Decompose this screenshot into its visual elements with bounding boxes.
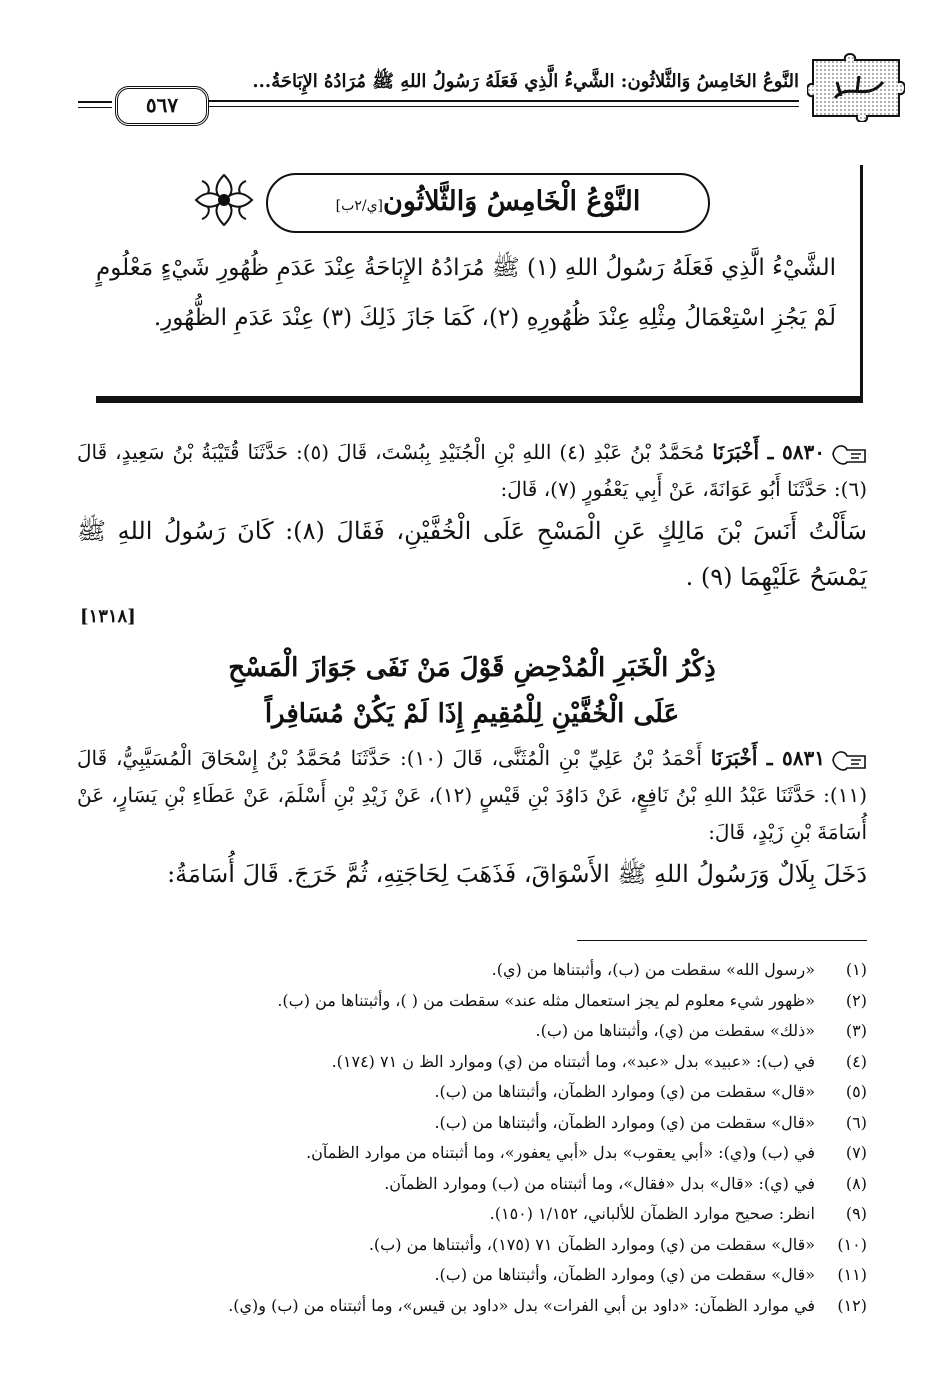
chapter-bottom-rule — [96, 396, 863, 403]
puzzle-logo-icon — [807, 52, 905, 122]
footnote-number: (١٢) — [837, 1295, 867, 1315]
header-rule-left — [78, 101, 112, 103]
footnote — [67, 1199, 867, 1230]
footnote-text: في (ي): «قال» بدل «فقال»، وما أثبتناه من (ب) وموارد الظمآن. — [384, 1173, 815, 1193]
hadith-matn: سَأَلْتُ أَنَسَ بْنَ مَالِكٍ عَنِ الْمَسْحِ عَلَى الْخُفَّيْنِ، فَقَالَ (٨): كَانَ رَسُولُ اللهِ ﷺ يَمْسَحُ عَلَيْهِمَا (٩) . — [77, 517, 868, 591]
hadith-5830 — [77, 434, 867, 600]
hadith-isnad — [77, 440, 867, 501]
footnote-text: «قال» سقطت من (ي) وموارد الظمآن ٧١ (١٧٥)، وأثبتناها من (ب). — [368, 1234, 815, 1254]
footnote-text: «رسول الله» سقطت من (ب)، وأثبتناها من (ي). — [491, 960, 815, 979]
page-number: ٥٦٧ — [115, 86, 209, 126]
footnote — [67, 1108, 867, 1139]
footnote-text: في موارد الظمآن: «داود بن أبي الفرات» بدل «داود بن قيس»، وما أثبتناه من (ب) و(ي). — [228, 1295, 815, 1315]
section-heading — [77, 645, 867, 737]
footnote-number: (٦) — [845, 1112, 867, 1132]
footnote-number: (٤) — [845, 1051, 867, 1071]
footnote-number: (٥) — [845, 1082, 867, 1101]
footnote — [67, 1077, 867, 1108]
hadith-matn: دَخَلَ بِلَالٌ وَرَسُولُ اللهِ ﷺ الأَسْوَاقَ، فَذَهَبَ لِحَاجَتِهِ، ثُمَّ خَرَجَ. قَالَ أُسَامَةُ: — [167, 860, 867, 888]
footnote-number: (١) — [845, 960, 867, 979]
chapter-text: الشَّيْءُ الَّذِي فَعَلَهُ رَسُولُ اللهِ (١) ﷺ مُرَادُهُ الإِبَاحَةُ عِنْدَ عَدَمِ ظُهُورِ شَيْءٍ مَعْلُومٍ لَمْ يَجُزِ اسْتِعْمَالُ مِثْلِهِ عِنْدَ ظُهُورِهِ (٢)، كَمَا جَازَ ذَلِكَ (٣) عِنْدَ عَدَمِ الظُّهُورِ. — [96, 255, 836, 331]
footnote — [67, 1169, 867, 1200]
header-rule-left-thin — [78, 107, 112, 108]
hadith-isnad-text: أَحْمَدُ بْنُ عَلِيِّ بْنِ الْمُثَنَّى، قَالَ (١٠): حَدَّثَنَا مُحَمَّدُ بْنُ إِسْحَاقَ الْمُسَيَّبِيُّ، قَالَ (١١): حَدَّثَنَا عَبْدُ اللهِ بْنُ نَافِعٍ، عَنْ دَاوُدَ بْنِ قَيْسٍ (١٢)، عَنْ زَيْدِ بْنِ أَسْلَمَ، عَنْ عَطَاءِ بْنِ يَسَارٍ، عَنْ أُسَامَةَ بْنِ زَيْدٍ، قَالَ: — [77, 746, 867, 844]
footnote — [67, 1291, 867, 1322]
running-header-title: النَّوعُ الخَامِسُ وَالثَّلاثُون: الشَّيءُ الَّذِي فَعَلَهُ رَسُولُ اللهِ ﷺ مُرَادُهُ الإِبَاحَةُ... — [252, 71, 799, 92]
footnote — [67, 1260, 867, 1291]
footnote-rule — [577, 940, 867, 941]
floral-ornament-icon — [188, 169, 260, 231]
hadith-marker-icon — [831, 440, 867, 468]
footnote-number: (٨) — [845, 1173, 867, 1193]
footnote — [67, 986, 867, 1017]
footnote-text: انظر: صحيح موارد الظمآن للألباني، ١/١٥٢ (١٥٠). — [489, 1204, 815, 1223]
footnote-text: «ظهور شيء معلوم لم يجز استعمال مثله عند» سقطت من ( )، وأثبتناها من (ب). — [277, 990, 815, 1010]
footnote-number: (١٠) — [837, 1234, 867, 1254]
footnote-text: «قال» سقطت من (ي) وموارد الظمآن، وأثبتناها من (ب). — [434, 1082, 815, 1101]
chapter-box — [84, 165, 863, 402]
hadith-reference: [١٣١٨] — [80, 606, 136, 627]
footnote — [67, 955, 867, 986]
footnote-number: (٩) — [845, 1204, 867, 1223]
running-header — [0, 40, 949, 130]
hadith-5831 — [77, 740, 867, 897]
section-heading-line: ذِكْرُ الْخَبَرِ الْمُدْحِضِ قَوْلَ مَنْ نَفَى جَوَازَ الْمَسْحِ — [228, 653, 716, 683]
footnote-text: في (ب) و(ي): «أبي يعقوب» بدل «أبي يعفور»، وما أثبتناه من موارد الظمآن. — [306, 1143, 815, 1162]
footnote — [67, 1138, 867, 1169]
hadith-number: ٥٨٣٠ ـ أَخْبَرَنَا — [712, 440, 825, 464]
footnote — [67, 1016, 867, 1047]
footnote — [67, 1230, 867, 1261]
footnote-number: (٧) — [845, 1143, 867, 1162]
footnote-number: (٣) — [845, 1021, 867, 1040]
header-rule-thin — [149, 106, 799, 107]
footnote-text: «قال» سقطت من (ي) وموارد الظمآن، وأثبتناها من (ب). — [434, 1112, 815, 1132]
hadith-number: ٥٨٣١ ـ أَخْبَرَنَا — [710, 746, 826, 770]
footnote-text: «ذلك» سقطت من (ي)، وأثبتناها من (ب). — [535, 1021, 815, 1040]
chapter-title-ref: [ي/٢ب] — [335, 198, 383, 214]
footnote-text: «قال» سقطت من (ي) وموارد الظمآن، وأثبتناها من (ب). — [434, 1265, 815, 1284]
header-rule — [149, 100, 799, 102]
hadith-isnad — [77, 746, 867, 844]
chapter-title — [266, 173, 710, 233]
footnote-number: (٢) — [845, 990, 867, 1010]
section-heading-line: عَلَى الْخُفَّيْنِ لِلْمُقِيمِ إِذَا لَمْ يَكُنْ مُسَافِراً — [264, 699, 680, 729]
chapter-title-text: النَّوْعُ الْخَامِسُ وَالثَّلاثُون — [383, 186, 641, 217]
hadith-isnad-text: مُحَمَّدُ بْنُ عَبْدِ (٤) اللهِ بْنِ الْجُنَيْدِ بِبُسْتَ، قَالَ (٥): حَدَّثَنَا قُتَيْبَةُ بْنُ سَعِيدٍ، قَالَ (٦): حَدَّثَنَا أَبُو عَوَانَةَ، عَنْ أَبِي يَعْفُورٍ (٧)، قَالَ: — [77, 440, 867, 501]
footnotes — [67, 955, 867, 1321]
footnote — [67, 1047, 867, 1078]
footnote-number: (١١) — [837, 1265, 867, 1284]
hadith-marker-icon — [831, 746, 867, 774]
footnote-text: في (ب): «عبيد» بدل «عبد»، وما أثبتناه من (ي) وموارد الظ ن ٧١ (١٧٤). — [331, 1051, 815, 1071]
